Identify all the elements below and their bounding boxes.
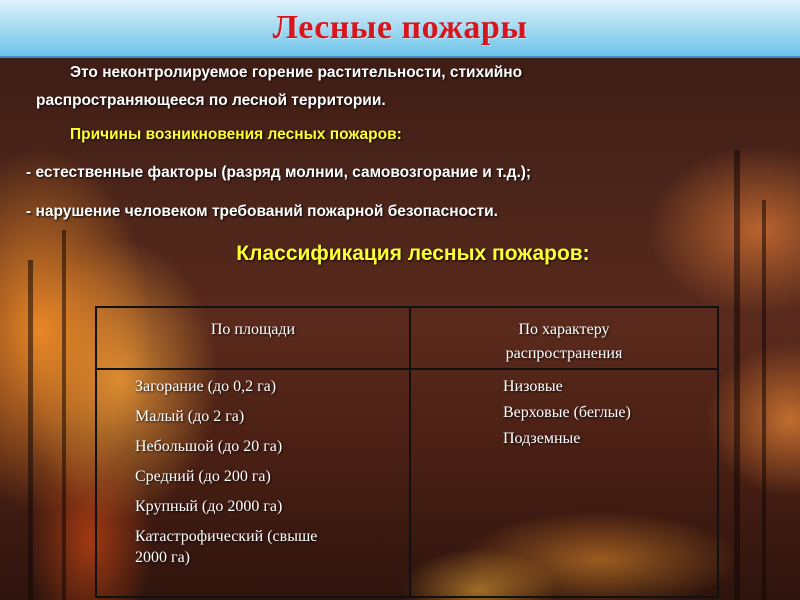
table-header-spread [411,308,717,370]
classification-table [95,306,719,598]
list-item: Небольшой (до 20 га) [135,438,283,455]
cause-human: - нарушение человеком требований пожарной безопасности. [26,203,498,220]
list-item: Крупный (до 2000 га) [135,498,283,515]
list-item: Малый (до 2 га) [135,408,245,425]
table-header-area [97,308,411,370]
spread-list [411,370,717,449]
list-item: Подземные [503,430,581,447]
definition-line-2: распространяющееся по лесной территории. [36,92,386,109]
table-column-area [97,370,411,596]
cause-natural: - естественные факторы (разряд молнии, самовозгорание и т.д.); [26,164,532,181]
list-item: Низовые [503,378,563,395]
tree-trunk-decoration [734,150,740,600]
slide-title: Лесные пожары [272,9,528,46]
table-header-area-label: По площади [210,321,296,338]
list-item: Загорание (до 0,2 га) [135,378,277,395]
tree-trunk-decoration [28,260,33,600]
tree-trunk-decoration [62,230,66,600]
table-header-spread-label: По характеру распространения [505,321,623,362]
list-item: Катастрофический (свыше 2000 га) [135,528,318,566]
list-item: Верховые (беглые) [503,404,631,421]
classification-heading: Классификация лесных пожаров: [236,242,590,265]
definition-line-1: Это неконтролируемое горение растительности, стихийно [70,64,523,81]
causes-heading: Причины возникновения лесных пожаров: [70,126,402,143]
table-column-spread [411,370,717,596]
list-item: Средний (до 200 га) [135,468,271,485]
area-list [97,370,409,568]
title-bar [0,0,800,58]
